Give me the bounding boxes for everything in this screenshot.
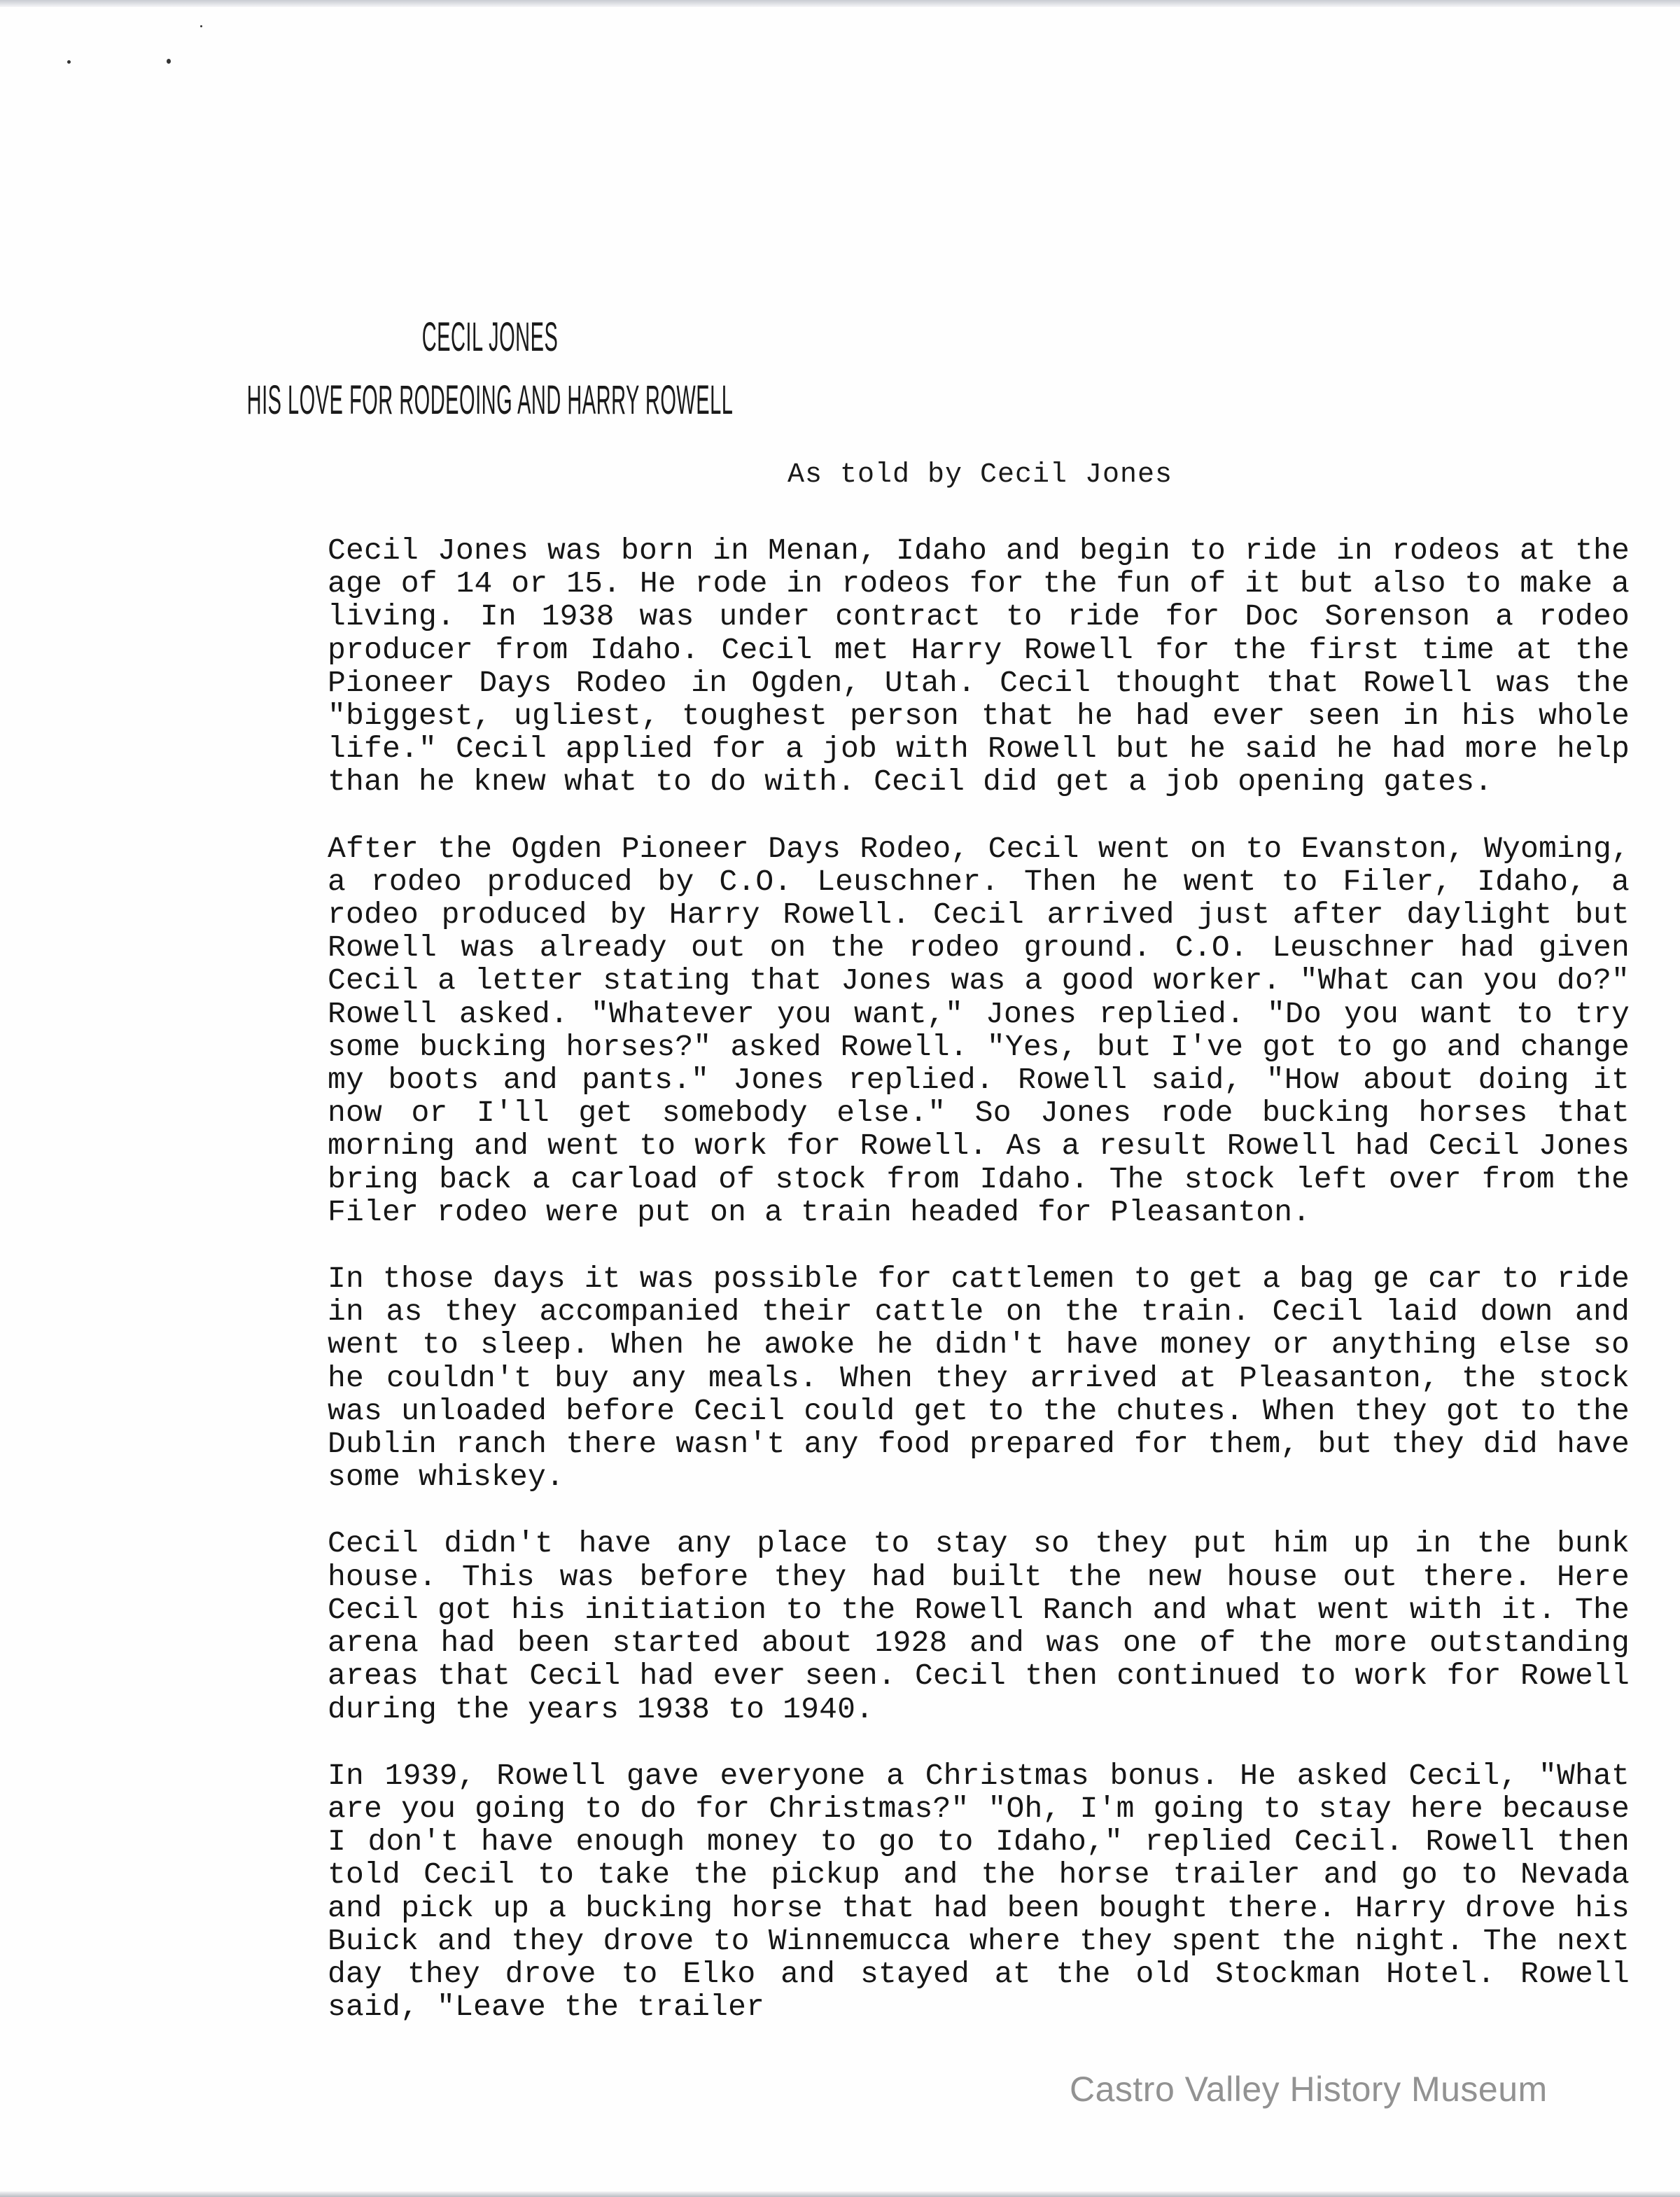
document-body xyxy=(328,534,1630,2057)
document-byline: As told by Cecil Jones xyxy=(787,459,1173,491)
document-title: CECIL JONES xyxy=(421,314,559,360)
scan-bottom-edge xyxy=(0,2191,1680,2197)
scan-speck xyxy=(167,59,171,64)
scan-top-edge xyxy=(0,0,1680,7)
paragraph: Cecil Jones was born in Menan, Idaho and begin to ride in rodeos at the age of 14 or 15. He rode in rodeos for the fun of it but also to make a living. In 1938 was under contract to ride for Doc Sorenson a rodeo producer from Idaho. Cecil met Harry Rowell for the first time at the Pioneer Days Rodeo in Ogden, Utah. Cecil thought that Rowell was the "biggest, ugliest, toughest person that he had ever seen in his whole life." Cecil applied for a job with Rowell but he said he had more help than he knew what to do with. Cecil did get a job opening gates. xyxy=(328,533,1630,800)
document-subtitle: HIS LOVE FOR RODEOING AND HARRY ROWELL xyxy=(246,377,734,423)
paragraph: In those days it was possible for cattlemen to get a bag ge car to ride in as they accompanied their cattle on the train. Cecil laid down and went to sleep. When he awoke he didn't have money or anything else so he couldn't buy any meals. When they arrived at Pleasanton, the stock was unloaded before Cecil could get to the chutes. When they got to the Dublin ranch there wasn't any food prepared for them, but they did have some whiskey. xyxy=(328,1262,1630,1495)
paragraph: After the Ogden Pioneer Days Rodeo, Cecil went on to Evanston, Wyoming, a rodeo produced by C.O. Leuschner. Then he went to Filer, Idaho, a rodeo produced by Harry Rowell. Cecil arrived just after daylight but Rowell was already out on the rodeo ground. C.O. Leuschner had given Cecil a letter stating that Jones was a good worker. "What can you do?" Rowell asked. "Whatever you want," Jones replied. "Do you want to try some bucking horses?" asked Rowell. "Yes, but I've got to go and change my boots and pants." Jones replied. Rowell said, "How about doing it now or I'll get somebody else." So Jones rode bucking horses that morning and went to work for Rowell. As a result Rowell had Cecil Jones bring back a carload of stock from Idaho. The stock left over from the Filer rodeo were put on a train headed for Pleasanton. xyxy=(328,831,1630,1229)
museum-watermark: Castro Valley History Museum xyxy=(1070,2070,1548,2109)
scan-speck xyxy=(200,25,202,27)
scan-speck xyxy=(67,60,71,64)
paragraph: In 1939, Rowell gave everyone a Christmas bonus. He asked Cecil, "What are you going to do for Christmas?" "Oh, I'm going to stay here because I don't have enough money to go to Idaho," replied Cecil. Rowell then told Cecil to take the pickup and the horse trailer and go to Nevada and pick up a bucking horse that had been bought there. Harry drove his Buick and they drove to Winnemucca where they spent the night. The next day they drove to Elko and stayed at the old Stockman Hotel. Rowell said, "Leave the trailer xyxy=(328,1758,1630,2025)
paragraph: Cecil didn't have any place to stay so they put him up in the bunk house. This was before they had built the new house out there. Here Cecil got his initiation to the Rowell Ranch and what went with it. The arena had been started about 1928 and was one of the more outstanding areas that Cecil had ever seen. Cecil then continued to work for Rowell during the years 1938 to 1940. xyxy=(328,1526,1630,1727)
